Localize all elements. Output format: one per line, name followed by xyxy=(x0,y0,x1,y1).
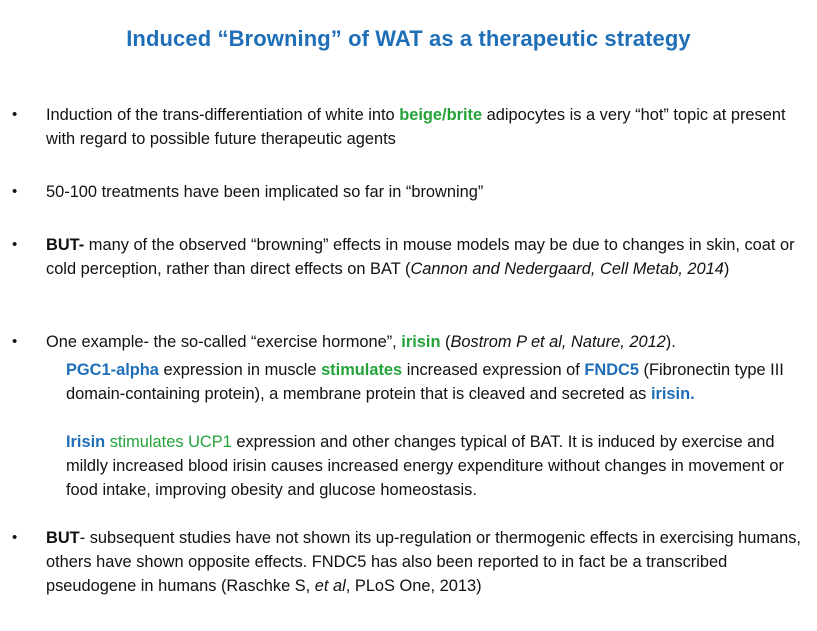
slide-title: Induced “Browning” of WAT as a therapeutic strategy xyxy=(126,26,691,51)
lead-word: BUT- xyxy=(46,236,85,254)
text-segment: , PLoS One, 2013) xyxy=(345,577,482,595)
text-segment: many of the observed “browning” effects in mouse models may be due to changes in skin, coat or cold perception, rather than direct effects on BAT ( xyxy=(46,236,795,278)
bullet-marker: • xyxy=(12,183,18,200)
text-segment: expression in muscle xyxy=(158,361,322,379)
bullet-text xyxy=(46,330,811,354)
citation-et-al: et al xyxy=(314,577,346,595)
bullet-text xyxy=(46,233,811,281)
bullet-text xyxy=(46,526,811,598)
text-segment: (Fibronectin type III domain-containing protein), a membrane protein that is cleaved and secreted as xyxy=(66,361,784,403)
text-segment: ( xyxy=(440,333,451,351)
text-segment: - subsequent studies have not shown its up-regulation or thermogenic effects in exercising humans, others have shown opposite effects. FNDC5 has also been reported to in fact be a transcribed pseudogene in humans (Raschke S, xyxy=(46,529,801,595)
text-segment: adipocytes is a very “hot” topic at present with regard to possible future therapeutic agents xyxy=(46,106,786,148)
citation: Bostrom P et al, Nature, 2012 xyxy=(450,333,666,351)
bullet-marker: • xyxy=(12,529,18,546)
term-pgc1-alpha: PGC1-alpha xyxy=(66,361,159,379)
bullet-marker: • xyxy=(12,236,18,253)
sub-item-2 xyxy=(66,430,816,502)
highlight-irisin: irisin xyxy=(401,333,441,351)
text-segment: One example- the so-called “exercise hormone”, xyxy=(46,333,402,351)
text-segment: ) xyxy=(723,260,730,278)
phrase-stimulates-ucp1: stimulates UCP1 xyxy=(109,433,232,451)
text-segment: expression and other changes typical of BAT. It is induced by exercise and mildly increased blood irisin causes increased energy expenditure without changes in movement or food intake, improving obesity and glucose homeostasis. xyxy=(66,433,784,499)
text-segment: Induction of the trans-differentiation of white into xyxy=(46,106,400,124)
bullet-text xyxy=(46,103,811,151)
text-segment: increased expression of xyxy=(402,361,585,379)
highlight-beige-brite: beige/brite xyxy=(399,106,483,124)
bullet-marker: • xyxy=(12,106,18,123)
text-segment: ). xyxy=(665,333,676,351)
bullet-marker: • xyxy=(12,333,18,350)
term-irisin: irisin. xyxy=(650,385,695,403)
citation: Cannon and Nedergaard, Cell Metab, 2014 xyxy=(410,260,724,278)
term-irisin: Irisin xyxy=(66,433,106,451)
verb-stimulates: stimulates xyxy=(321,361,403,379)
sub-item-1 xyxy=(66,358,816,406)
bullet-text: 50-100 treatments have been implicated so far in “browning” xyxy=(46,183,484,201)
term-fndc5: FNDC5 xyxy=(584,361,639,379)
lead-word: BUT xyxy=(46,529,80,547)
